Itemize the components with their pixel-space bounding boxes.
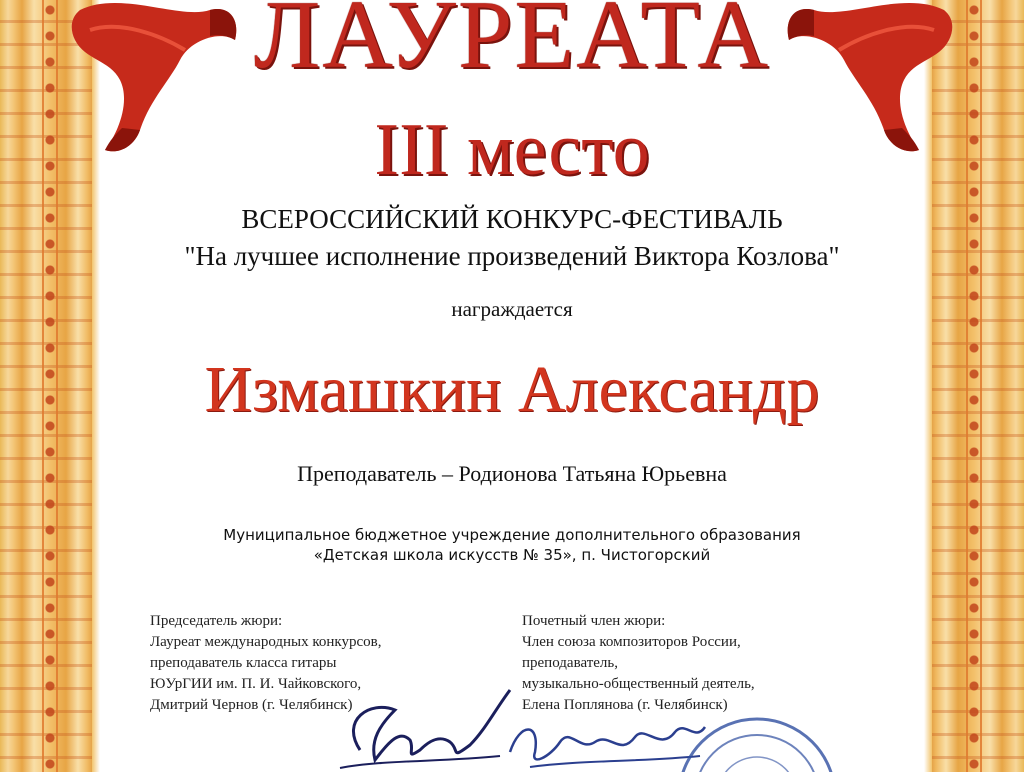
jury-honorary-block	[522, 611, 755, 716]
jury-line: преподаватель,	[522, 655, 619, 671]
jury-line: Лауреат международных конкурсов,	[150, 634, 382, 650]
jury-line: ЮУрГИИ им. П. И. Чайковского,	[150, 676, 362, 692]
jury-line: музыкально-общественный деятель,	[522, 676, 755, 692]
winner-name: Измашкин Александр	[204, 353, 820, 426]
place-heading: III место	[374, 109, 650, 191]
jury-line: Елена Поплянова (г. Челябинск)	[522, 697, 728, 713]
organization-seal-icon	[672, 712, 842, 772]
jury-line: Почетный член жюри:	[522, 613, 666, 629]
contest-name: "На лучшее исполнение произведений Виктора Козлова"	[184, 241, 840, 271]
school-name	[100, 525, 924, 565]
signature-chernov-icon	[300, 680, 520, 772]
school-line-2: «Детская школа искусств № 35», п. Чистогорский	[313, 546, 711, 564]
jury-line: преподаватель класса гитары	[150, 655, 337, 671]
contest-type: ВСЕРОССИЙСКИЙ КОНКУРС-ФЕСТИВАЛЬ	[241, 204, 783, 234]
jury-line: Дмитрий Чернов (г. Челябинск)	[150, 697, 353, 713]
jury-line: Председатель жюри:	[150, 613, 283, 629]
teacher-line: Преподаватель – Родионова Татьяна Юрьевна	[297, 461, 727, 486]
jury-line: Член союза композиторов России,	[522, 634, 741, 650]
school-line-1: Муниципальное бюджетное учреждение дополнительного образования	[223, 526, 801, 544]
awarded-label: награждается	[451, 297, 573, 321]
certificate-title: ЛАУРЕАТА	[253, 0, 771, 89]
